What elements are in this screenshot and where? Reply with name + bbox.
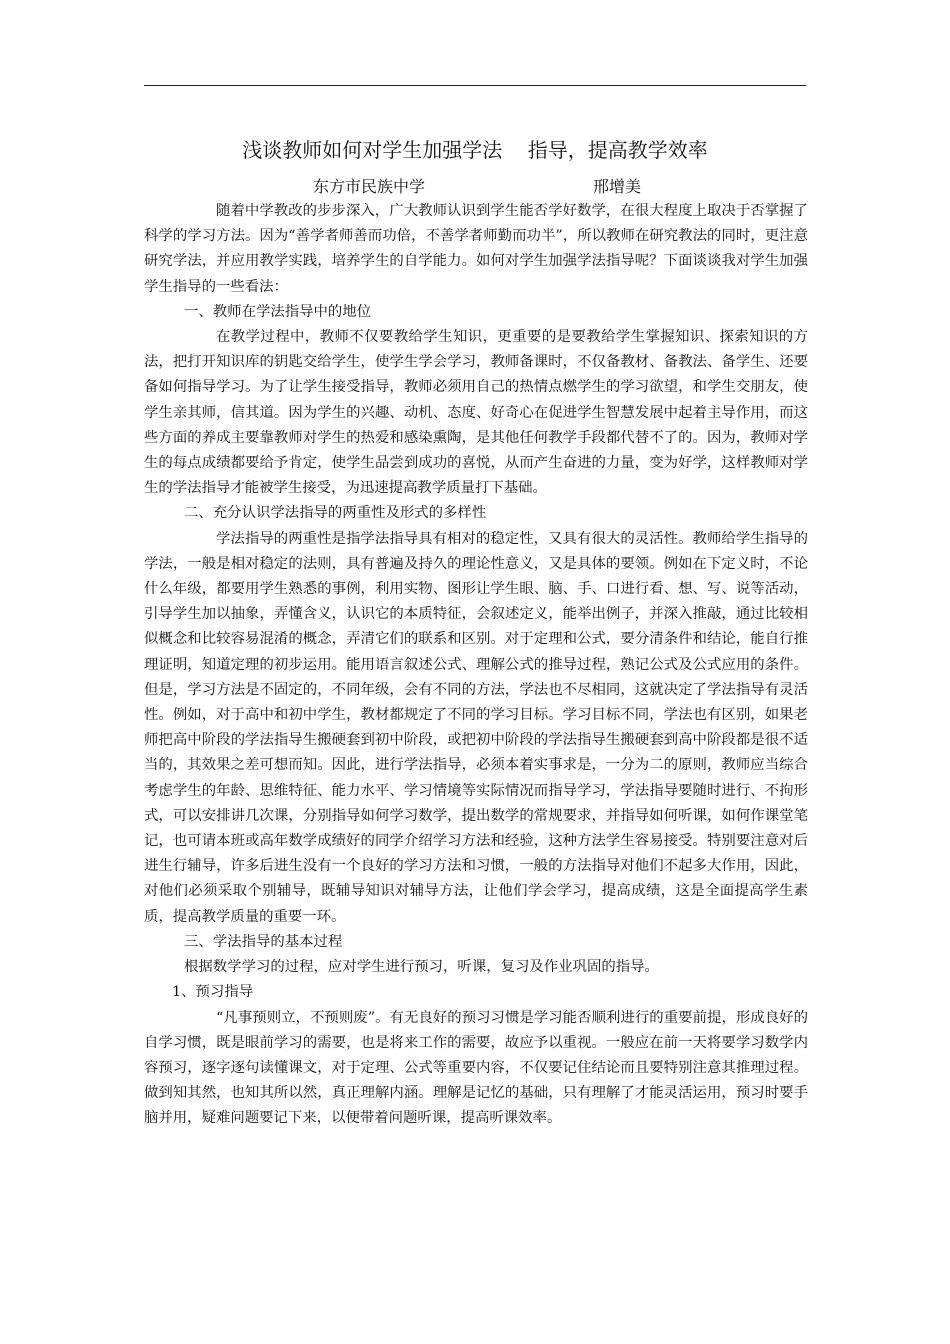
document-title: 浅谈教师如何对学生加强学法 指导，提高教学效率 (242, 138, 708, 162)
subsection-paragraph-1: “凡事预则立，不预则废”。有无良好的预习习惯是学习能否顺利进行的重要前提，形成良好的自学习惯，既是眼前学习的需要，也是将来工作的需要，故应予以重视。一般应在前一天将要学习数学内容预习，逐字逐句读懂课文，对于定理、公式等重要内容，不仅要记住结论而且要特别注意其推理过程。做到知其然，也知其所以然，真正理解内涵。理解是记忆的基础，只有理解了才能灵活运用，预习时要手脑并用，疑难问题要记下来，以便带着问题听课，提高听课效率。 (144, 1009, 808, 1127)
section-paragraph-2: 学法指导的两重性是指学法指导具有相对的稳定性，又具有很大的灵活性。教师给学生指导的学法，一般是相对稳定的法则，具有普遍及持久的理论性意义，又是具体的要领。例如在下定义时，不论什么年级，都要用学生熟悉的事例，利用实物、图形让学生眼、脑、手、口进行看、想、写、说等活动，引导学生加以抽象，弄懂含义，认识它的本质特征，会叙述定义，能举出例子，并深入推敲，通过比较相似概念和比较容易混淆的概念，弄清它们的联系和区别。对于定理和公式，要分清条件和结论，能自行推理证明，知道定理的初步运用。能用语言叙述公式、理解公式的推导过程，熟记公式及公式应用的条件。但是，学习方法是不固定的，不同年级，会有不同的方法，学法也不尽相同，这就决定了学法指导有灵活性。例如，对于高中和初中学生，教材都规定了不同的学习目标。学习目标不同，学法也有区别，如果老师把高中阶段的学法指导生搬硬套到初中阶段，或把初中阶段的学法指导生搬硬套到高中阶段都是很不适当的，其效果之差可想而知。因此，进行学法指导，必须本着实事求是，一分为二的原则，教师应当综合考虑学生的年龄、思维特征、能力水平、学习情境等实际情况而指导学习，学法指导要随时进行、不拘形式，可以安排讲几次课，分别指导如何学习数学，提出数学的常规要求，并指导如何听课，如何作课堂笔记，也可请本班或高年数学成绩好的同学介绍学习方法和经验，这种方法学生容易接受。特别要注意对后进生行辅导，许多后进生没有一个良好的学习方法和习惯，一般的方法指导对他们不起多大作用，因此，对他们必须采取个别辅导，既辅导知识对辅导方法，让他们学会学习，提高成绩，这是全面提高学生素质，提高教学质量的重要一环。 (144, 530, 808, 925)
byline (313, 176, 641, 198)
document-body (144, 199, 808, 1132)
intro-paragraph: 随着中学教改的步步深入，广大教师认识到学生能否学好数学，在很大程度上取决于否掌握了科学的学习方法。因为“善学者师善而功倍，不善学者师勤而功半”，所以教师在研究教法的同时，更注意研究学法，并应用教学实践，培养学生的自学能力。如何对学生加强学法指导呢？下面谈谈我对学生加强学生指导的一些看法： (144, 203, 808, 295)
header-rule (144, 85, 806, 86)
section-heading-3: 三、学法指导的基本过程 (184, 933, 343, 950)
section-paragraph-3: 根据数学学习的过程，应对学生进行预习，听课，复习及作业巩固的指导。 (184, 959, 659, 976)
subsection-heading-1: 1、预习指导 (172, 984, 254, 1001)
section-heading-1: 一、教师在学法指导中的地位 (184, 303, 372, 320)
author-name: 邢增美 (593, 177, 642, 196)
section-paragraph-1: 在教学过程中，教师不仅要教给学生知识，更重要的是要教给学生掌握知识、探索知识的方法，把打开知识库的钥匙交给学生，使学生学会学习，教师备课时，不仅备教材、备教法、备学生、还要备如何指导学习。为了让学生接受指导，教师必须用自己的热情点燃学生的学习欲望，和学生交朋友，使学生亲其师，信其道。因为学生的兴趣、动机、态度、好奇心在促进学生智慧发展中起着主导作用，而这些方面的养成主要靠教师对学生的热爱和感染熏陶，是其他任何教学手段都代替不了的。因为，教师对学生的每点成绩都要给予肯定，使学生品尝到成功的喜悦，从而产生奋进的力量，变为好学，这样教师对学生的学法指导才能被学生接受，为迅速提高教学质量打下基础。 (144, 329, 808, 497)
section-heading-2: 二、充分认识学法指导的两重性及形式的多样性 (184, 505, 487, 522)
school-name: 东方市民族中学 (313, 177, 426, 196)
